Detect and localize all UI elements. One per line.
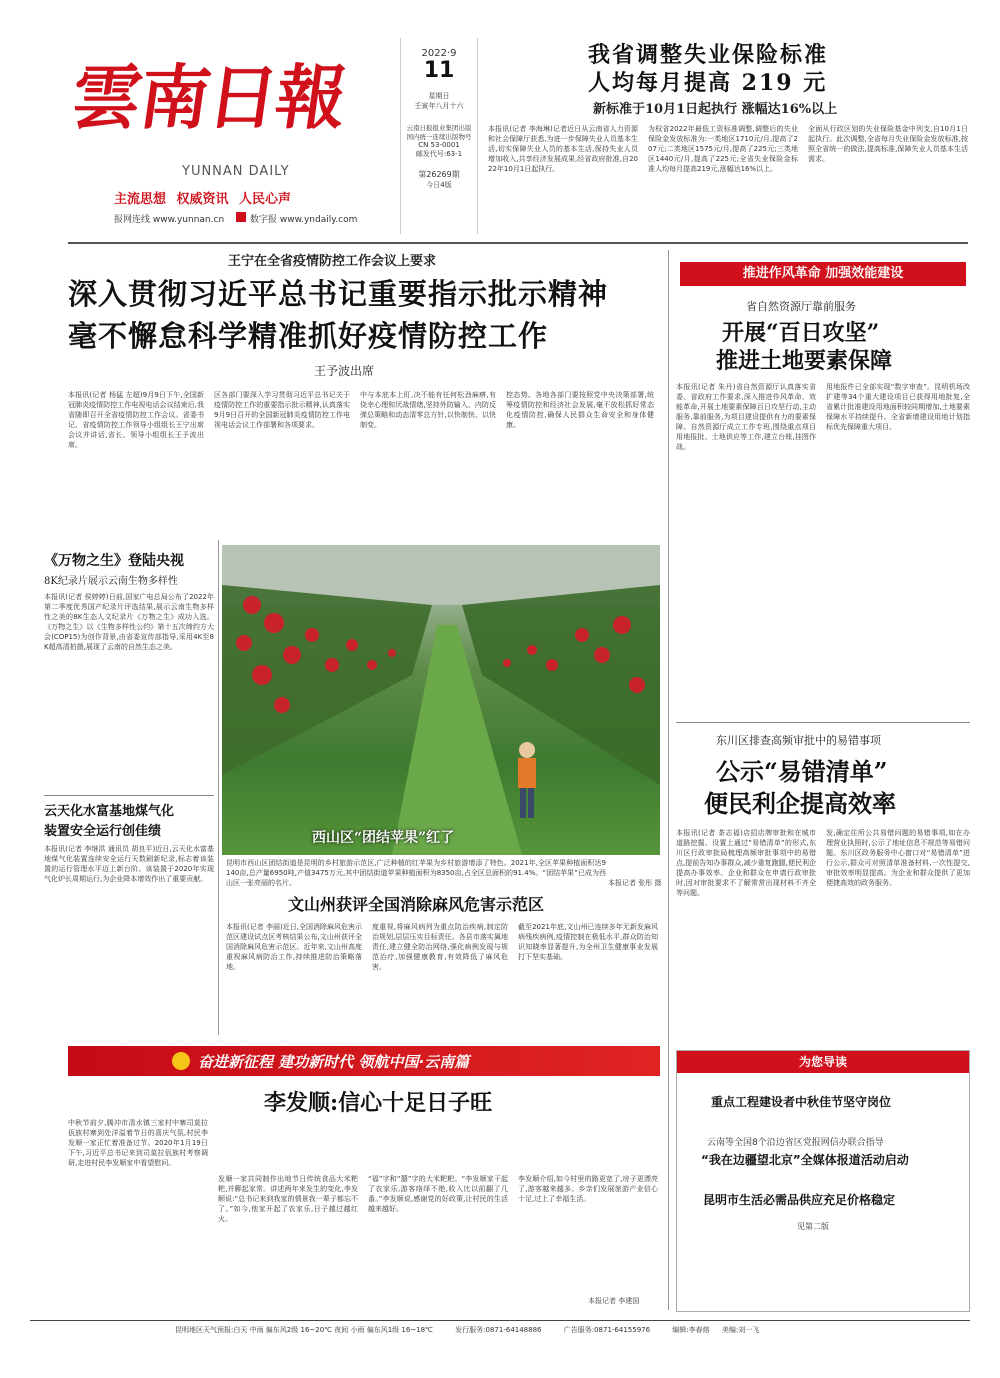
dateline-box	[400, 38, 478, 234]
left-column-divider	[218, 540, 219, 1035]
guide-header: 为您导读	[677, 1051, 969, 1073]
issue-number: 第26269期	[418, 170, 460, 179]
orchard-illustration	[222, 545, 660, 855]
slogan: 主流思想 权威资讯 人民心声	[114, 192, 292, 207]
lead-col-2: 区各部门要深入学习贯彻习近平总书记关于疫情防控工作的重要指示批示精神,认真落实9月9日召开的全国新冠肺炎疫情防控工作电视电话会议工作部署和各项要求。	[214, 391, 350, 429]
docu-subtitle: 8K纪录片展示云南生物多样性	[44, 576, 178, 587]
issn-label: 国内统一连续出版物号	[406, 133, 472, 141]
red-banner	[68, 1046, 660, 1076]
newspaper-logo-en: YUNNAN DAILY	[182, 164, 290, 179]
top-story	[488, 38, 970, 238]
coal-title-1: 云天化水富基地煤气化	[44, 804, 175, 819]
page-count: 今日4版	[426, 181, 452, 189]
lunar-date: 壬寅年八月十六	[414, 102, 464, 110]
photo-text: 昆明市西山区团结街道是昆明的乡村旅游示范区,广泛种植的红苹果为乡村旅游增添了特色。2021年,全区苹果种植面积达9140亩,总产量6950吨,产值3475万元,其中团结街道苹果种植面积为8350亩,占全区总面积的91.4%。“团结苹果”已成为西山区一张亮丽的名片。	[226, 859, 606, 887]
dongchuan-title-1: 公示“易错清单”	[716, 757, 888, 786]
docu-text: 本报讯(记者 侯婷婷)日前,国家广电总局公布了2022年第二季度优秀国产纪录片评选结果,展示云南生物多样性之美的8K生态人文纪录片《万物之生》成功入选。《万物之生》以《生物多样性公约》第十五次缔约方大会(COP15)为创作背景,由省委宣传部指导,采用4K至8K超高清拍摄,展现了云南的自然生态之美。	[44, 593, 214, 651]
reform-banner: 推进作风革命 加强效能建设	[680, 262, 966, 286]
lead-article	[68, 250, 658, 525]
reform-kicker: 省自然资源厅靠前服务	[746, 300, 856, 313]
masthead	[66, 40, 390, 235]
date-year-month: 2022·9	[421, 48, 457, 59]
dongchuan-title-2: 便民利企提高效率	[704, 789, 896, 818]
delivery-service: 发行服务:0871-64148886	[455, 1326, 542, 1334]
dongchuan-kicker: 东川区排查高频审批中的易错事项	[716, 734, 881, 747]
li-col-4: 李发顺介绍,如今村里的路更宽了,房子更漂亮了,游客越来越多。乡亲们发展旅游产业信心十足,过上了幸福生活。	[518, 1175, 658, 1203]
reform-title-2: 推进土地要素保障	[716, 348, 893, 374]
reform-article	[676, 262, 970, 702]
guide-see-page: 见第二版	[797, 1222, 829, 1231]
coal-title-2: 装置安全运行创佳绩	[44, 824, 162, 839]
web-link[interactable]: 报网连线 www.yunnan.cn	[114, 215, 225, 225]
wenshan-title: 文山州获评全国消除麻风危害示范区	[288, 895, 545, 914]
lead-subline: 王予波出席	[314, 364, 375, 378]
lead-col-3: 中与本底本上盯,决不能有任何松劲麻痹,有侥幸心理和厌战情绪,坚持外防输入、内防反弹总策略和动态清零总方针,以快制快、以快制变。	[360, 391, 496, 429]
photo-caption: 西山区“团结苹果”红了	[312, 830, 455, 846]
date-day: 11	[423, 58, 455, 83]
qr-icon	[236, 212, 246, 222]
docu-article	[30, 550, 216, 790]
guide-box	[676, 1050, 970, 1312]
footer-divider	[30, 1320, 970, 1321]
dongchuan-col-1: 本报讯(记者 茶志福)店招店牌审批和在城市道路挖掘、设置上通过“易错清单”的形式,东川区行政审批局梳理高频审批事项中的易错点,提前告知办事群众,减少重复跑腿,便民利企提高办事效率。企业和群众在申请行政审批时,因对审批要求不了解常常出现材料不齐全等问题。	[676, 829, 816, 897]
top-story-col-3: 全面从行政区划的失业保险基金中列支,自10月1日起执行。此次调整,全省每月失业保险金发放标准,按照全省统一的做法,提高标准,保障失业人员基本生活需求。	[808, 125, 968, 163]
apple-orchard-photo	[222, 545, 660, 855]
li-article	[68, 1084, 660, 1314]
top-story-title-1: 我省调整失业保险标准	[588, 42, 829, 68]
reform-title-1: 开展“百日攻坚”	[722, 320, 880, 346]
guide-item-1[interactable]: 重点工程建设者中秋佳节坚守岗位	[711, 1095, 892, 1109]
guide-item-2-kicker: 云南等全国8个沿边省区党报网信办联合指导	[707, 1138, 884, 1148]
wenshan-col-2: 度重视,将麻风病列为重点防治疾病,制定防治规划,层层压实目标责任。各县市落实属地责任,建立健全防治网络,强化病例发现与规范治疗,加强健康教育,有效降低了麻风危害。	[372, 923, 508, 971]
photo-credit: 本报记者 张彤 摄	[608, 879, 662, 887]
farmer-figure	[518, 742, 536, 818]
lead-col-4: 控态势。各地各部门要按照党中央决策部署,统筹疫情防控和经济社会发展,毫不放松抓好常态化疫情防控,确保人民群众生命安全和身体健康。	[506, 391, 654, 429]
dongchuan-article	[676, 732, 970, 1022]
coal-article	[30, 800, 216, 1030]
wenshan-article	[222, 888, 662, 1033]
li-title: 李发顺:信心十足日子旺	[264, 1090, 493, 1116]
docu-title: 《万物之生》登陆央视	[44, 553, 184, 569]
guide-item-3[interactable]: 昆明市生活必需品供应充足价格稳定	[703, 1193, 896, 1207]
top-story-col-1: 本报讯(记者 李海琳)记者近日从云南省人力资源和社会保障厅获悉,为进一步保障失业人员基本生活,切实保障失业人员的基本生活,保持失业人员增加收入,共享经济发展成果,经省政府批准,自2022年10月1日起执行。	[488, 125, 638, 173]
weekday: 星期日	[428, 92, 450, 100]
newspaper-logo: 雲南日報	[66, 56, 350, 139]
reform-col-1: 本报讯(记者 朱丹)省自然资源厅认真落实省委、省政府工作要求,深入推进作风革命、效能革命,开展土地要素保障百日攻坚行动,主动服务,靠前服务,为项目建设提供有力的要素保障。自然资源厅成立工作专班,围绕重点项目用地报批、土地供应等工作,建立台账,挂图作战。	[676, 383, 816, 451]
party-emblem-icon	[172, 1052, 190, 1070]
left-divider	[44, 795, 214, 796]
guide-item-2[interactable]: “我在边疆望北京”全媒体报道活动启动	[701, 1153, 909, 1167]
cn-number: CN 53-0001	[418, 141, 460, 149]
coal-text: 本报讯(记者 李继洪 通讯员 胡良平)近日,云天化水富基地煤气化装置连续安全运行天数刷新纪录,标志着该装置的运行管理水平迈上新台阶。该装置于2020年实现气化炉长周期运行,为企业降本增效作出了重要贡献。	[44, 845, 214, 883]
lead-kicker: 王宁在全省疫情防控工作会议上要求	[228, 254, 437, 269]
post-code: 邮发代号:63-1	[415, 150, 463, 158]
publisher: 云南日报报业集团出版	[406, 124, 472, 132]
red-banner-text: 奋进新征程 建功新时代 领航中国·云南篇	[198, 1053, 470, 1071]
li-byline: 本报记者 李建国	[588, 1297, 640, 1305]
footer	[175, 1325, 975, 1337]
section-divider	[676, 722, 970, 723]
masthead-divider	[68, 242, 968, 244]
digital-link[interactable]: 数字报 www.yndaily.com	[250, 215, 358, 225]
lead-title-1: 深入贯彻习近平总书记重要指示批示精神	[68, 277, 609, 311]
editor-credit: 编辑:李春熔	[672, 1326, 710, 1334]
top-story-col-2: 为权省2022年最低工资标准调整,调整后的失业保险金发放标准为:一类地区1710元/月,提高了207元;二类地区1575元/月,提高了225元;三类地区1440元/月,提高了225元;全省失业保险金标准人均每月提高219元,涨幅达16%以上。	[648, 125, 798, 173]
dongchuan-col-2: 发,确定住所公共易错问题的易错事项,如在办理营业执照时,公示了地址信息不规范等易错问题。东川区政务服务中心窗口对“易错清单”进行公示,群众可对照清单准备材料,一次性提交,审批效率明显提高。为企业和群众提供了更加便捷高效的政务服务。	[826, 829, 970, 887]
lead-title-2: 毫不懈怠科学精准抓好疫情防控工作	[68, 319, 549, 353]
lead-col-1: 本报讯(记者 杨猛 左超)9月9日下午,全国新冠肺炎疫情防控工作电视电话会议结束后,我省随即召开全省疫情防控工作会议。省委书记、省疫情防控工作领导小组组长王宁出席会议并讲话,省长、领导小组组长王予波出席。	[68, 391, 204, 449]
wenshan-col-3: 截至2021年底,文山州已连续多年无新发麻风病残疾病例,疫情控制在极低水平,群众防治知识知晓率显著提升,为全州卫生健康事业发展打下坚实基础。	[518, 923, 658, 961]
top-story-title-2: 人均每月提高 219 元	[588, 70, 828, 96]
designer-credit: 美编:刘一飞	[721, 1326, 760, 1334]
weather-forecast: 昆明地区天气预报:白天 中雨 偏东风2级 16~20℃ 夜间 小雨 偏东风1级 16~18℃	[175, 1326, 433, 1334]
ad-service: 广告服务:0871-64155976	[563, 1326, 651, 1334]
wenshan-col-1: 本报讯(记者 李丽)近日,全国消除麻风危害示范区建设试点区考核结果公布,文山州获评全国消除麻风危害示范区。近年来,文山州高度重视麻风病防治工作,持续推进防治策略落地。	[226, 923, 362, 971]
li-col-3: “福”字和“囍”字的大米粑粑。“李发顺家干起了农家乐,游客络绎不绝,收入比以前翻了几番。”李发顺说,感谢党的好政策,让村民的生活越来越好。	[368, 1175, 508, 1213]
column-divider	[668, 250, 669, 1310]
li-col-2: 发顺一家共同制作出地节日传统食品大米粑粑,并聊起家常。讲述两年来发生的变化,李发顺说:“总书记来到我家的情景我一辈子都忘不了。”如今,他家开起了农家乐,日子越过越红火。	[218, 1175, 358, 1223]
li-col-1: 中秋节前夕,腾冲市清水镇三家村中寨司莫拉佤族村寨到处洋溢着节日的喜庆气氛,村民李发顺一家正忙着准备过节。2020年1月19日下午,习近平总书记来到司莫拉佤族村考察调研,走进村民李发顺家中看望慰问。	[68, 1119, 208, 1167]
top-story-subtitle: 新标准于10月1日起执行 涨幅达16%以上	[593, 102, 838, 117]
reform-col-2: 用地报件已全部实现“数字审查”。昆明机场改扩建等34个重大建设项目已获得用地批复,全省累计批准建设用地面积较同期增加,土地要素保障水平持续提升。全省新增建设用地计划指标优先保障重大项目。	[826, 383, 970, 431]
